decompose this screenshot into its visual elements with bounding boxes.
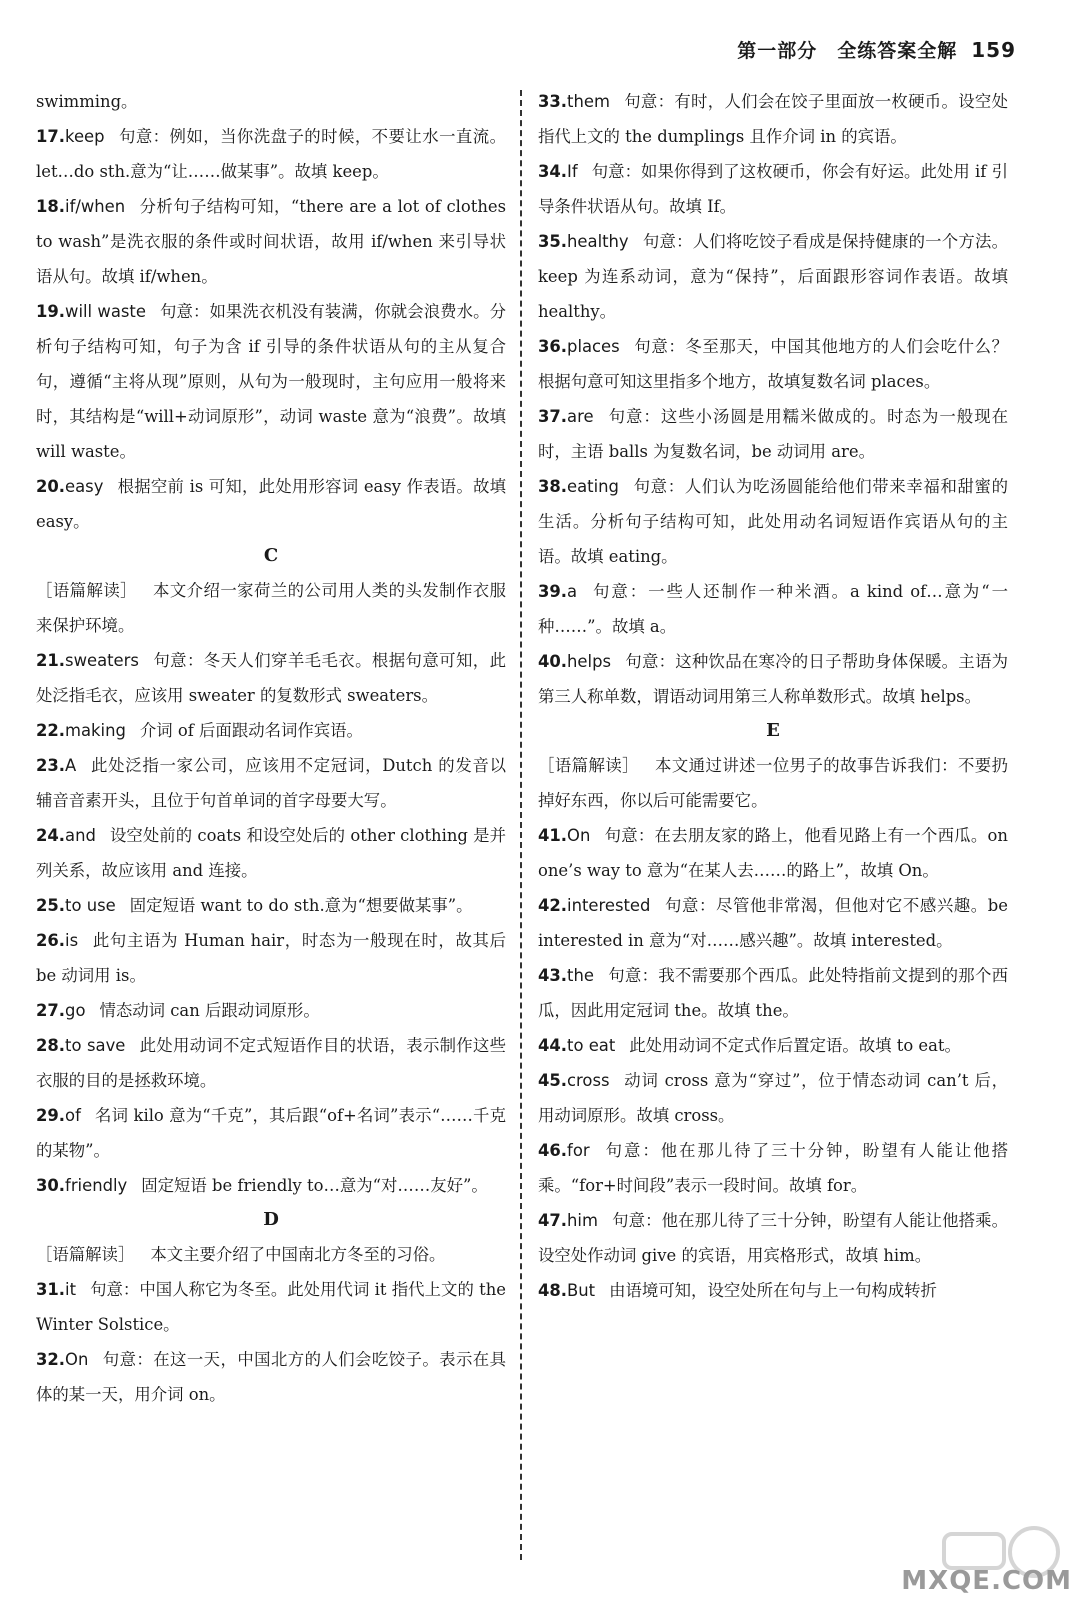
question-number: 19. [36,302,66,321]
question-number: 26. [36,931,66,950]
explanation-text: 句意：中国人称它为冬至。此处用代词 it 指代上文的 the Winter Solstice。 [36,1280,506,1334]
explanation-text: 句意：例如，当你洗盘子的时候，不要让水一直流。let…do sth.意为“让……做某事”。故填 keep。 [36,127,506,181]
section-heading: D [263,1209,279,1230]
answer-entry [538,84,1008,154]
question-number: 34. [538,162,568,181]
answer-entry [36,119,506,189]
answer-word: is [65,931,79,950]
answer-word: of [65,1106,81,1125]
question-number: 18. [36,197,66,216]
answer-word: him [567,1211,598,1230]
answer-entry [538,224,1008,329]
answer-entry [36,1028,506,1098]
answer-word: are [567,407,594,426]
question-number: 43. [538,966,568,985]
continued-text: swimming。 [36,92,138,111]
answer-word: places [567,337,620,356]
explanation-text: 设空处前的 coats 和设空处后的 other clothing 是并列关系，故应该用 and 连接。 [36,826,506,880]
answer-word: eating [567,477,619,496]
page-number: 159 [971,38,1016,62]
answer-entry [538,1273,1008,1308]
answer-entry [538,329,1008,399]
answer-entry [36,1272,506,1342]
answer-entry [36,643,506,713]
explanation-text: 句意：人们将吃饺子看成是保持健康的一个方法。keep 为连系动词，意为“保持”，后面跟形容词作表语。故填 healthy。 [538,232,1008,321]
explanation-text: 句意：这种饮品在寒冷的日子帮助身体保暖。主语为第三人称单数，谓语动词用第三人称单数形式。故填 helps。 [538,652,1008,706]
question-number: 48. [538,1281,568,1300]
answer-entry [538,154,1008,224]
explanation-text: 句意：我不需要那个西瓜。此处特指前文提到的那个西瓜，因此用定冠词 the。故填 the。 [538,966,1008,1020]
answer-word: a [567,582,578,601]
passage-summary [538,748,1008,818]
question-number: 40. [538,652,568,671]
answer-word: On [65,1350,89,1369]
answer-entry [36,923,506,993]
question-number: 44. [538,1036,568,1055]
answer-word: go [65,1001,86,1020]
summary-tag: ［语篇解读］ [36,581,137,600]
explanation-text: 句意：人们认为吃汤圆能给他们带来幸福和甜蜜的生活。分析句子结构可知，此处用动名词短语作宾语从句的主语。故填 eating。 [538,477,1008,566]
summary-tag: ［语篇解读］ [538,756,639,775]
question-number: 38. [538,477,568,496]
question-number: 20. [36,477,66,496]
question-number: 37. [538,407,568,426]
answer-entry [538,958,1008,1028]
question-number: 42. [538,896,568,915]
answer-entry [538,1028,1008,1063]
explanation-text: 句意：在去朋友家的路上，他看见路上有一个西瓜。on one’s way to 意为“在某人去……的路上”，故填 On。 [538,826,1008,880]
section-heading: E [766,720,780,741]
answer-word: interested [567,896,651,915]
explanation-text: 句意：一些人还制作一种米酒。a kind of…意为“一种……”。故填 a。 [538,582,1008,636]
answer-entry [36,1342,506,1412]
answer-entry [538,818,1008,888]
explanation-text: 句意：他在那儿待了三十分钟，盼望有人能让他搭乘。“for+时间段”表示一段时间。故填 for。 [538,1141,1008,1195]
explanation-text: 此处泛指一家公司，应该用不定冠词，Dutch 的发音以辅音音素开头，且位于句首单词的首字母要大写。 [36,756,506,810]
answer-entry [538,469,1008,574]
question-number: 27. [36,1001,66,1020]
passage-summary [36,1237,506,1272]
answer-entry [538,644,1008,714]
question-number: 46. [538,1141,568,1160]
answer-entry [36,888,506,923]
explanation-text: 根据空前 is 可知，此处用形容词 easy 作表语。故填 easy。 [36,477,506,531]
question-number: 32. [36,1350,66,1369]
explanation-text: 此处用动词不定式短语作目的状语，表示制作这些衣服的目的是拯救环境。 [36,1036,506,1090]
answer-word: If [567,162,578,181]
question-number: 30. [36,1176,66,1195]
explanation-text: 情态动词 can 后跟动词原形。 [99,1001,320,1020]
question-number: 25. [36,896,66,915]
explanation-text: 动词 cross 意为“穿过”，位于情态动词 can’t 后，用动词原形。故填 cross。 [538,1071,1008,1125]
explanation-text: 句意：有时，人们会在饺子里面放一枚硬币。设空处指代上文的 the dumplings 且作介词 in 的宾语。 [538,92,1008,146]
explanation-text: 句意：冬天人们穿羊毛毛衣。根据句意可知，此处泛指毛衣，应该用 sweater 的复数形式 sweaters。 [36,651,506,705]
explanation-text: 固定短语 be friendly to…意为“对……友好”。 [141,1176,488,1195]
watermark-text: MXQE.COM [901,1566,1072,1596]
answer-word: it [65,1280,77,1299]
answer-word: to use [65,896,116,915]
answer-word: to save [65,1036,126,1055]
explanation-text: 分析句子结构可知，“there are a lot of clothes to wash”是洗衣服的条件或时间状语，故用 if/when 来引导状语从句。故填 if/when。 [36,197,506,286]
answer-word: But [567,1281,596,1300]
answer-word: sweaters [65,651,139,670]
left-column [36,84,506,1412]
explanation-text: 句意：尽管他非常渴，但他对它不感兴趣。be interested in 意为“对……感兴趣”。故填 interested。 [538,896,1008,950]
header-title: 第一部分 全练答案全解 [737,40,958,62]
answer-entry [538,399,1008,469]
explanation-text: 句意：冬至那天，中国其他地方的人们会吃什么？根据句意可知这里指多个地方，故填复数名词 places。 [538,337,1008,391]
question-number: 31. [36,1280,66,1299]
answer-word: making [65,721,126,740]
answer-entry [538,1203,1008,1273]
answer-word: friendly [65,1176,128,1195]
question-number: 33. [538,92,568,111]
answer-entry [538,888,1008,958]
answer-entry [36,713,506,748]
answer-word: will waste [65,302,146,321]
question-number: 17. [36,127,66,146]
question-number: 29. [36,1106,66,1125]
answer-entry [36,1098,506,1168]
explanation-text: 此处用动词不定式作后置定语。故填 to eat。 [629,1036,961,1055]
answer-entry [36,469,506,539]
explanation-text: 介词 of 后面跟动名词作宾语。 [139,721,363,740]
explanation-text: 句意：在这一天，中国北方的人们会吃饺子。表示在具体的某一天，用介词 on。 [36,1350,506,1404]
right-column [538,84,1008,1308]
question-number: 36. [538,337,568,356]
explanation-text: 由语境可知，设空处所在句与上一句构成转折 [609,1281,937,1300]
summary-text: 本文通过讲述一位男子的故事告诉我们：不要扔掉好东西，你以后可能需要它。 [538,756,1009,810]
answer-word: and [65,826,96,845]
question-number: 21. [36,651,66,670]
explanation-text: 此句主语为 Human hair，时态为一般现在时，故其后 be 动词用 is。 [36,931,506,985]
answer-word: the [567,966,594,985]
answer-word: easy [65,477,104,496]
question-number: 24. [36,826,66,845]
answer-word: to eat [567,1036,616,1055]
question-number: 28. [36,1036,66,1055]
answer-entry [36,748,506,818]
question-number: 22. [36,721,66,740]
answer-entry [36,189,506,294]
answer-word: if/when [65,197,126,216]
answer-word: healthy [567,232,629,251]
summary-text: 本文主要介绍了中国南北方冬至的习俗。 [150,1245,446,1264]
answer-entry [36,993,506,1028]
answer-entry [36,818,506,888]
column-divider [520,90,522,1560]
answer-word: On [567,826,591,845]
answer-entry [36,294,506,469]
summary-text: 本文介绍一家荷兰的公司用人类的头发制作衣服来保护环境。 [36,581,507,635]
answer-entry [538,574,1008,644]
explanation-text: 固定短语 want to do sth.意为“想要做某事”。 [129,896,473,915]
answer-word: A [65,756,77,775]
answer-word: keep [65,127,105,146]
answer-entry [36,1168,506,1203]
answer-entry [538,1133,1008,1203]
explanation-text: 句意：他在那儿待了三十分钟，盼望有人能让他搭乘。设空处作动词 give 的宾语，用宾格形式，故填 him。 [538,1211,1008,1265]
question-number: 35. [538,232,568,251]
question-number: 47. [538,1211,568,1230]
explanation-text: 句意：这些小汤圆是用糯米做成的。时态为一般现在时，主语 balls 为复数名词，be 动词用 are。 [538,407,1008,461]
question-number: 39. [538,582,568,601]
answer-word: cross [567,1071,610,1090]
explanation-text: 句意：如果你得到了这枚硬币，你会有好运。此处用 if 引导条件状语从句。故填 If。 [538,162,1008,216]
explanation-text: 名词 kilo 意为“千克”，其后跟“of+名词”表示“……千克的某物”。 [36,1106,506,1160]
answer-word: helps [567,652,612,671]
answer-word: them [567,92,610,111]
page-header [737,36,1016,63]
answer-entry [538,1063,1008,1133]
question-number: 23. [36,756,66,775]
passage-summary [36,573,506,643]
question-number: 41. [538,826,568,845]
question-number: 45. [538,1071,568,1090]
explanation-text: 句意：如果洗衣机没有装满，你就会浪费水。分析句子结构可知，句子为含 if 引导的条件状语从句的主从复合句，遵循“主将从现”原则，从句为一般现时，主句应用一般将来时，其结构是“will+动词原形”，动词 waste 意为“浪费”。故填 will waste。 [36,302,507,461]
section-heading: C [263,545,279,566]
answer-word: for [567,1141,590,1160]
summary-tag: ［语篇解读］ [36,1245,135,1264]
